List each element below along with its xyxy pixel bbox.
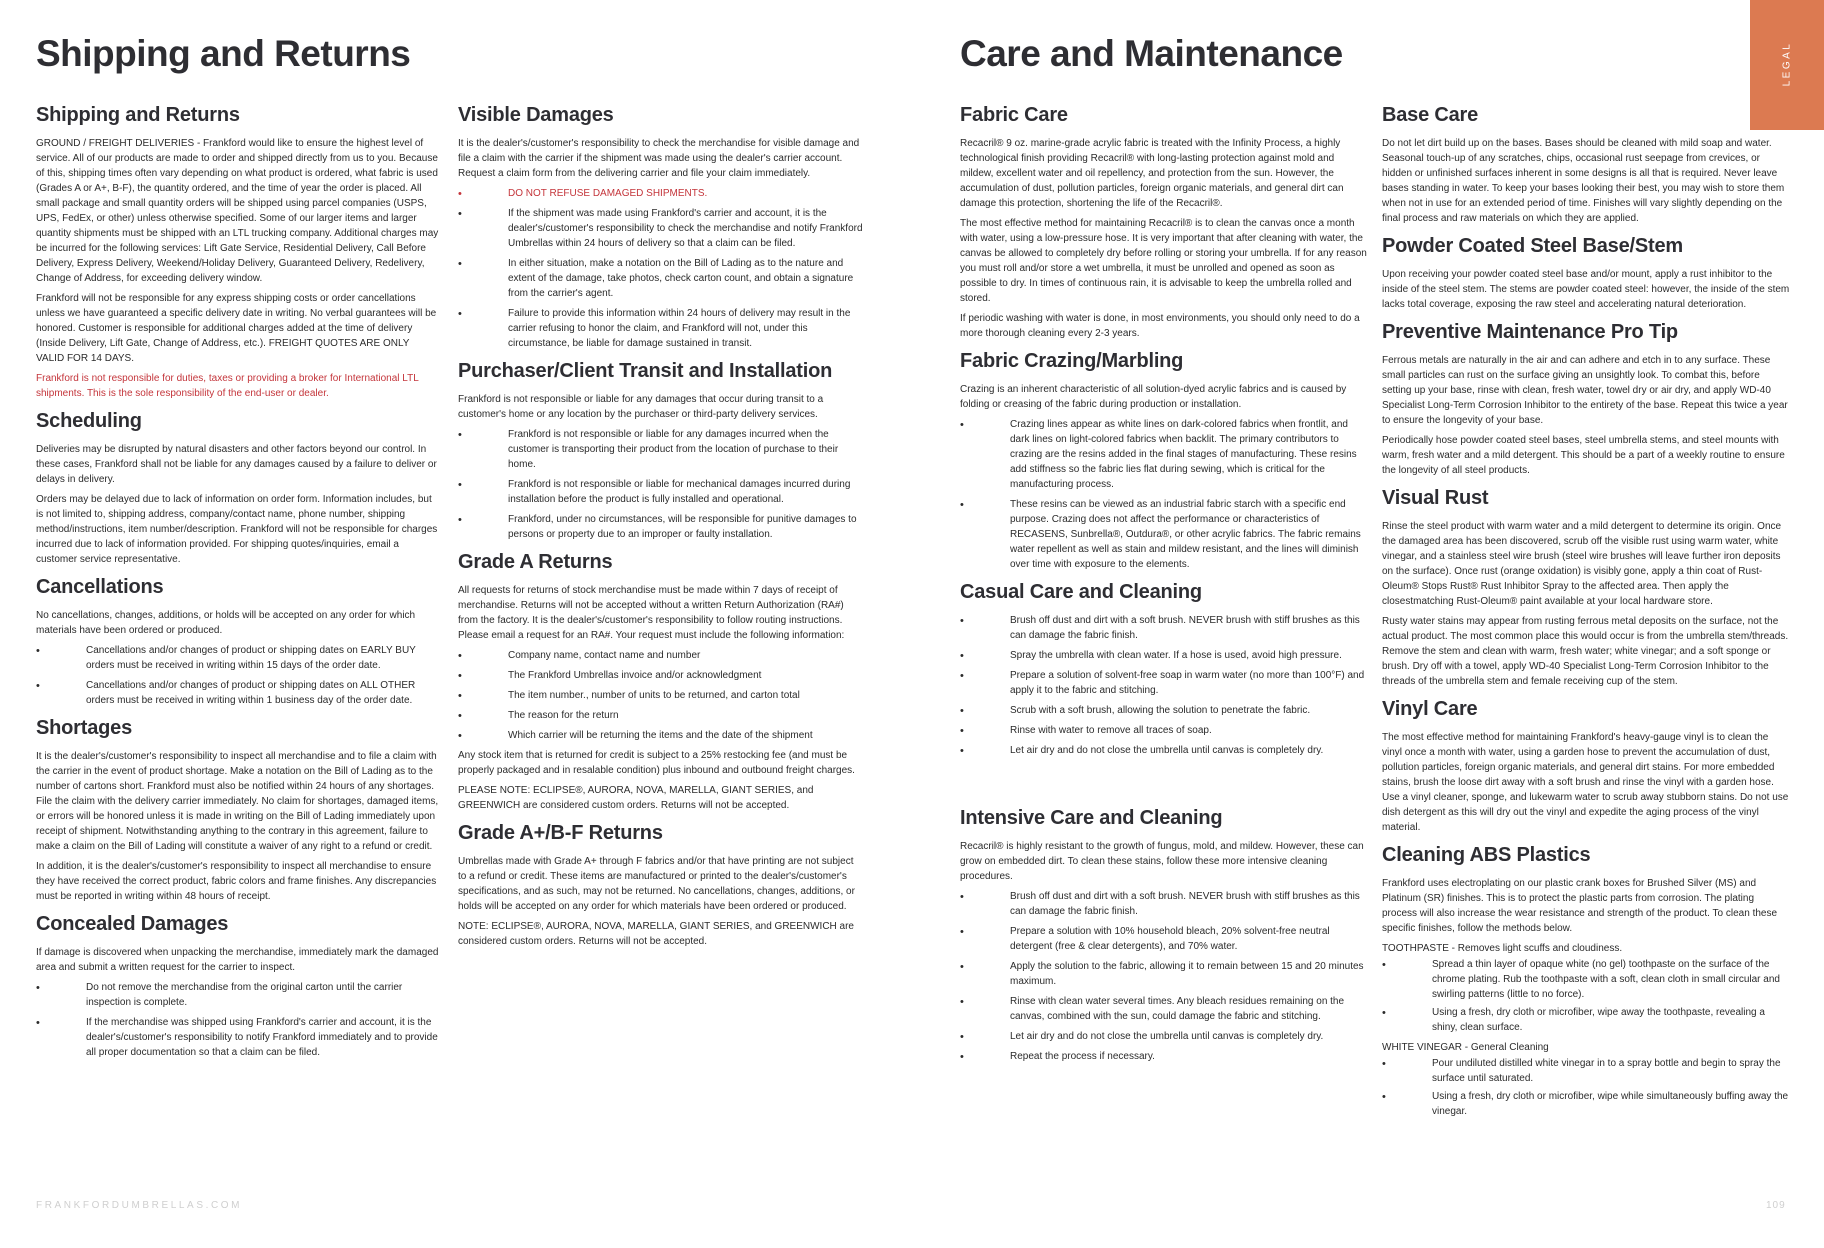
paragraph: All requests for returns of stock merchandise must be made within 7 days of receipt of merchandise. Returns will not be accepted without a written Return Authorization (RA#) from the factory. It is the dealer's/customer's responsibility to follow routing instructions. Please email a request for an RA#. Your request must include the following information: <box>458 585 845 641</box>
bullet-list <box>1382 957 1790 1035</box>
section-base-care <box>1382 104 1790 226</box>
section-heading: Powder Coated Steel Base/Stem <box>1382 235 1683 257</box>
paragraph: Deliveries may be disrupted by natural disasters and other factors beyond our control. In these cases, Frankford shall not be liable for any damages caused by a failure to deliver or delays in delivery. <box>36 444 437 485</box>
section-casual-care <box>960 581 1368 758</box>
paragraph: No cancellations, changes, additions, or holds will be accepted on any order for which materials have been ordered or produced. <box>36 610 416 636</box>
section-heading: Scheduling <box>36 410 142 432</box>
paragraph: Recacril® is highly resistant to the growth of fungus, mold, and mildew. However, these can grow on embedded dirt. To clean these stains, follow these more intensive cleaning procedures. <box>960 841 1364 882</box>
list-item: • Brush off dust and dirt with a soft brush. NEVER brush with stiff brushes as this can damage the fabric finish. <box>960 889 1368 919</box>
bullet-list <box>458 648 864 743</box>
section-intensive-care <box>960 807 1368 1064</box>
section-concealed-damages <box>36 913 439 1060</box>
section-heading: Shortages <box>36 717 133 739</box>
section-grade-bf-returns <box>458 822 864 949</box>
page-title-care-and-maintenance: Care and Maintenance <box>960 33 1343 74</box>
section-visible-damages <box>458 104 864 351</box>
list-item: • Using a fresh, dry cloth or microfiber, wipe while simultaneously buffing away the vinegar. <box>1382 1089 1790 1119</box>
paragraph: The most effective method for maintaining Frankford's heavy-gauge vinyl is to clean the vinyl once a month with water, using a garden hose to prevent the accumulation of dust, pollution particles, foreign organic materials, and general dirt stains. For more embedded stains, brush the loose dirt away with a soft brush and rinse the vinyl with a garden hose. Use a vinyl cleaner, sponge, and lukewarm water to scrub away stubborn stains. Do not use dish detergent as this will dry out the vinyl and expedite the aging process of the vinyl material. <box>1382 732 1789 833</box>
section-heading: Visible Damages <box>458 104 614 126</box>
list-item: • Cancellations and/or changes of product or shipping dates on ALL OTHER orders must be received in writing within 1 business day of the order date. <box>36 678 439 708</box>
bullet-list <box>36 980 439 1060</box>
paragraph: If damage is discovered when unpacking the merchandise, immediately mark the damaged area and submit a written request for the carrier to inspect. <box>36 947 439 973</box>
section-shortages <box>36 717 439 904</box>
list-item: • Cancellations and/or changes of product or shipping dates on EARLY BUY orders must be received in writing within 15 days of the order date. <box>36 643 439 673</box>
column-3 <box>960 104 1368 1073</box>
page-number: 109 <box>1766 1200 1786 1211</box>
bullet-list <box>960 613 1368 758</box>
section-heading: Visual Rust <box>1382 487 1489 509</box>
section-grade-a-returns <box>458 551 864 813</box>
list-item: • The item number., number of units to be returned, and carton total <box>458 688 864 703</box>
paragraph: If periodic washing with water is done, in most environments, you should only need to do a more thorough cleaning every 2-3 years. <box>960 313 1360 339</box>
paragraph: The most effective method for maintaining Recacril® is to clean the canvas once a month with water, using a low-pressure hose. It is very important that after cleaning with water, the canvas be allowed to completely dry before rolling or storing your umbrella. If for any reason you must roll and/or store a wet umbrella, it must be unrolled and opened as soon as possible to dry. In times of continuous rain, it is advisable to keep the umbrella rolled and stored. <box>960 218 1367 304</box>
section-scheduling <box>36 410 439 567</box>
column-2 <box>458 104 864 958</box>
section-heading: Fabric Care <box>960 104 1068 126</box>
section-heading: Preventive Maintenance Pro Tip <box>1382 321 1678 343</box>
section-heading: Purchaser/Client Transit and Installation <box>458 360 833 382</box>
do-not-refuse-warning: • DO NOT REFUSE DAMAGED SHIPMENTS. <box>458 186 864 201</box>
list-item: • Do not remove the merchandise from the original carton until the carrier inspection is complete. <box>36 980 439 1010</box>
paragraph: It is the dealer's/customer's responsibility to inspect all merchandise and to file a claim with the carrier in the event of product shortage. Make a notation on the Bill of Lading as to the number of cartons short. Frankford must also be notified within 24 hours of any shortages. File the claim with the delivery carrier immediately. No claim for shortages, damaged items, or errors will be honored unless it is made in writing on the Bill of Lading immediately upon receipt of shipment. Notwithstanding anything to the contrary in this agreement, failure to make a claim on the Bill of Lading will constitute a waiver of any right to a refund or credit. <box>36 751 439 852</box>
list-item: • Scrub with a soft brush, allowing the solution to penetrate the fabric. <box>960 703 1368 718</box>
paragraph: Frankford will not be responsible for any express shipping costs or order cancellations unless we have guaranteed a specific delivery date in writing. No verbal guarantees will be honored. Customer is responsible for additional charges added at the time of delivery (Inside Delivery, Lift Gate, Change of Address, etc.). FREIGHT QUOTES ARE ONLY VALID FOR 14 DAYS. <box>36 293 437 364</box>
paragraph: Do not let dirt build up on the bases. Bases should be cleaned with mild soap and water. Seasonal touch-up of any scratches, chips, occasional rust seepage from crevices, or hidden or unfinished surfaces inherent in some designs is all that is required. Never leave bases standing in water. To keep your bases looking their best, you may wish to store them when not in use for an extended period of time. Finishes will vary slightly depending on the final process and raw materials on which they are applied. <box>1382 138 1785 224</box>
bullet-list <box>36 643 439 708</box>
toothpaste-label: TOOTHPASTE - Removes light scuffs and cloudiness. <box>1382 943 1623 954</box>
list-item: • Rinse with clean water several times. Any bleach residues remaining on the canvas, combined with the sun, could damage the fabric and stitching. <box>960 994 1368 1024</box>
paragraph: Periodically hose powder coated steel bases, steel umbrella stems, and steel mounts with warm, fresh water and a mild detergent. This should be a part of a weekly routine to ensure the longevity of all steel products. <box>1382 435 1785 476</box>
bullet-list <box>458 186 864 351</box>
bullet-list <box>960 417 1368 572</box>
list-item: • Crazing lines appear as white lines on dark-colored fabrics when frontlit, and dark lines on light-colored fabrics when backlit. The primary contributors to crazing are the resins added in the final stages of manufacturing. These resins add stiffness so the fabric lies flat during sewing, which is critical for the manufacturing process. <box>960 417 1368 492</box>
section-heading: Fabric Crazing/Marbling <box>960 350 1184 372</box>
section-heading: Grade A Returns <box>458 551 613 573</box>
paragraph: GROUND / FREIGHT DELIVERIES - Frankford would like to ensure the highest level of service. All of our products are made to order and shipped directly from us to you. Because of this, shipping times often vary depending on what product is ordered, what fabric is used (Grades A or A+, B-F), the quantity ordered, and the time of year the order is placed. All small package and small quantity orders will be shipped using parcel companies (USPS, UPS, FedEx, or other) unless otherwise specified. Some of our larger items and larger quantity shipments must be shipped with an LTL trucking company. Additional charges may be incurred for the following services: Lift Gate Service, Residential Delivery, Call Before Delivery, Express Delivery, Weekend/Holiday Delivery, Guaranteed Delivery, Redelivery, Change of Address, for exceeding delivery window. <box>36 138 439 284</box>
section-fabric-crazing <box>960 350 1368 572</box>
list-item: • Using a fresh, dry cloth or microfiber, wipe away the toothpaste, revealing a shiny, clean surface. <box>1382 1005 1790 1035</box>
page-title-shipping-and-returns: Shipping and Returns <box>36 33 411 74</box>
legal-side-tab-label: LEGAL <box>1781 41 1793 87</box>
paragraph: Ferrous metals are naturally in the air and can adhere and etch in to any surface. These small particles can rust on the surface giving an unsightly look. To combat this, before setting up your base, rinse with clean, fresh water, towel dry or air dry, and apply WD-40 Specialist Long-Term Corrosion Inhibitor to the entirety of the base. Repeat this twice a year to ensure the longevity of your base. <box>1382 355 1788 426</box>
section-heading: Shipping and Returns <box>36 104 240 126</box>
list-item: • Spread a thin layer of opaque white (no gel) toothpaste on the surface of the chrome plating. Rub the toothpaste with a soft, clean cloth in small circular and swirling patterns (little to no force). <box>1382 957 1790 1002</box>
section-visual-rust <box>1382 487 1790 689</box>
bullet-list <box>458 427 864 542</box>
section-heading: Intensive Care and Cleaning <box>960 807 1223 829</box>
international-shipping-note: Frankford is not responsible for duties, taxes or providing a broker for International LTL shipments. This is the sole responsibility of the end-user or dealer. <box>36 373 419 399</box>
list-item: • The Frankford Umbrellas invoice and/or acknowledgment <box>458 668 864 683</box>
list-item: • Frankford, under no circumstances, will be responsible for punitive damages to persons or property due to an improper or faulty installation. <box>458 512 864 542</box>
list-item: • Prepare a solution of solvent-free soap in warm water (no more than 100°F) and apply it to the fabric and stitching. <box>960 668 1368 698</box>
bullet-list <box>960 889 1368 1064</box>
list-item: • Spray the umbrella with clean water. If a hose is used, avoid high pressure. <box>960 648 1368 663</box>
paragraph: Orders may be delayed due to lack of information on order form. Information includes, but is not limited to, shipping address, company/contact name, phone number, shipping method/instructions, item number/description. Frankford will not be responsible for charges incurred due to lack of information provided. For shipping quotes/inquiries, email a customer service representative. <box>36 494 438 565</box>
white-vinegar-label: WHITE VINEGAR - General Cleaning <box>1382 1042 1549 1053</box>
paragraph: PLEASE NOTE: ECLIPSE®, AURORA, NOVA, MARELLA, GIANT SERIES, and GREENWICH are considered custom orders. Returns will not be accepted. <box>458 785 814 811</box>
paragraph: Rusty water stains may appear from rusting ferrous metal deposits on the surface, not the actual product. The most common place this would occur is from the umbrella stem/threads. Remove the stem and clean with warm, fresh water; white vinegar; and a soft sponge or brush. Dry off with a towel, apply WD-40 Specialist Long-Term Corrosion Inhibitor to the threads of the umbrella stem and female receiving cup of the stem. <box>1382 616 1789 687</box>
section-heading: Concealed Damages <box>36 913 229 935</box>
list-item: • The reason for the return <box>458 708 864 723</box>
paragraph: In addition, it is the dealer's/customer's responsibility to inspect all merchandise to ensure they have received the correct product, fabric colors and frame finishes. Any discrepancies must be reported in writing within 48 hours of receipt. <box>36 861 437 902</box>
paragraph: Crazing is an inherent characteristic of all solution-dyed acrylic fabrics and is caused by folding or creasing of the fabric during production or installation. <box>960 384 1347 410</box>
section-transit-installation <box>458 360 864 542</box>
list-item: • If the shipment was made using Frankford's carrier and account, it is the dealer's/customer's responsibility to check the merchandise and notify Frankford Umbrellas within 24 hours of delivery so that a claim can be filed. <box>458 206 864 251</box>
list-item: • Prepare a solution with 10% household bleach, 20% solvent-free neutral detergent (free & clear detergents), and 70% water. <box>960 924 1368 954</box>
section-powder-coated-steel <box>1382 235 1790 312</box>
section-vinyl-care <box>1382 698 1790 835</box>
column-4 <box>1382 104 1790 1128</box>
footer-website-url: FRANKFORDUMBRELLAS.COM <box>36 1200 243 1211</box>
section-cleaning-abs-plastics <box>1382 844 1790 1119</box>
list-item: • Failure to provide this information within 24 hours of delivery may result in the carrier refusing to honor the claim, and Frankford will not, under this circumstance, be liable for damage sustained in transit. <box>458 306 864 351</box>
paragraph: Umbrellas made with Grade A+ through F fabrics and/or that have printing are not subject to a refund or credit. These items are manufactured or printed to the dealer's/customer's specifications, and as such, may not be returned. No cancellations, changes, additions, or holds will be accepted on any order for which materials have been ordered or produced. <box>458 856 855 912</box>
section-cancellations <box>36 576 439 708</box>
list-item: • If the merchandise was shipped using Frankford's carrier and account, it is the dealer's/customer's responsibility to notify Frankford immediately and to provide all proper documentation so that a claim can be filed. <box>36 1015 439 1060</box>
list-item: • Frankford is not responsible or liable for mechanical damages incurred during installation before the product is fully installed and operational. <box>458 477 864 507</box>
list-item: • Let air dry and do not close the umbrella until canvas is completely dry. <box>960 1029 1368 1044</box>
section-heading: Cleaning ABS Plastics <box>1382 844 1591 866</box>
section-heading: Vinyl Care <box>1382 698 1478 720</box>
section-heading: Cancellations <box>36 576 164 598</box>
paragraph: Recacril® 9 oz. marine-grade acrylic fabric is treated with the Infinity Process, a highly technological finish providing Recacril® with long-lasting protection against mold and mildew, excellent water and oil repellency, and protection from the sun. However, the accumulation of dust, pollution particles, foreign organic materials, and general dirt can damage this protection, shortening the life of the Recacril®. <box>960 138 1344 209</box>
paragraph: Any stock item that is returned for credit is subject to a 25% restocking fee (and must be properly packaged and in resalable condition) plus inbound and outbound freight charges. <box>458 750 855 776</box>
list-item: • Brush off dust and dirt with a soft brush. NEVER brush with stiff brushes as this can damage the fabric finish. <box>960 613 1368 643</box>
list-item: • Let air dry and do not close the umbrella until canvas is completely dry. <box>960 743 1368 758</box>
section-heading: Grade A+/B-F Returns <box>458 822 663 844</box>
list-item: • These resins can be viewed as an industrial fabric starch with a specific end purpose. Crazing does not affect the performance or characteristics of RECASENS, Sunbrella®, Outdura®, or other acrylic fabrics. The fabric remains water repellent as well as stain and mildew resistant, and the lines will diminish over time with exposure to the elements. <box>960 497 1368 572</box>
paragraph: Frankford is not responsible or liable for any damages that occur during transit to a customer's home or any location by the purchaser or third-party delivery services. <box>458 394 824 420</box>
paragraph: Frankford uses electroplating on our plastic crank boxes for Brushed Silver (MS) and Platinum (SR) finishes. This is to protect the plastic parts from corrosion. The plating process will also increase the wear resistance and strength of the product. To clean these specific finishes, follow the methods below. <box>1382 878 1778 934</box>
list-item: • Which carrier will be returning the items and the date of the shipment <box>458 728 864 743</box>
list-item: • Frankford is not responsible or liable for any damages incurred when the customer is transporting their product from the location of purchase to their home. <box>458 427 864 472</box>
paragraph: Upon receiving your powder coated steel base and/or mount, apply a rust inhibitor to the inside of the steel stem. The stems are powder coated steel: however, the inside of the stem lacks total coverage, exposing the raw steel and accelerating natural deterioration. <box>1382 269 1790 310</box>
section-shipping-and-returns <box>36 104 439 401</box>
bullet-list <box>1382 1056 1790 1119</box>
list-item: • Repeat the process if necessary. <box>960 1049 1368 1064</box>
section-heading: Casual Care and Cleaning <box>960 581 1202 603</box>
column-1 <box>36 104 439 1069</box>
list-item: • Company name, contact name and number <box>458 648 864 663</box>
section-spacer <box>960 767 1368 807</box>
list-item: • Pour undiluted distilled white vinegar in to a spray bottle and begin to spray the surface until saturated. <box>1382 1056 1790 1086</box>
paragraph: Rinse the steel product with warm water and a mild detergent to determine its origin. Once the damaged area has been discovered, scrub off the visible rust using warm water, white vinegar, and a stainless steel wire brush (steel wire brushes will leave further iron deposits on the surface). Once rust (orange oxidation) is visibly gone, apply a thin coat of Rust-Oleum® Stops Rust® Rust Inhibitor Spray to the affected area. Then apply the closestmatching Rust-Oleum® paint available at your local hardware store. <box>1382 521 1782 607</box>
list-item: • In either situation, make a notation on the Bill of Lading as to the nature and extent of the damage, take photos, check carton count, and obtain a signature from the carrier's agent. <box>458 256 864 301</box>
section-fabric-care <box>960 104 1368 341</box>
paragraph: NOTE: ECLIPSE®, AURORA, NOVA, MARELLA, GIANT SERIES, and GREENWICH are considered custom orders. Returns will not be accepted. <box>458 921 854 947</box>
list-item: • Apply the solution to the fabric, allowing it to remain between 15 and 20 minutes maximum. <box>960 959 1368 989</box>
list-item: • Rinse with water to remove all traces of soap. <box>960 723 1368 738</box>
section-preventive-maintenance <box>1382 321 1790 478</box>
paragraph: It is the dealer's/customer's responsibility to check the merchandise for visible damage and file a claim with the carrier if the shipment was made using the dealer's carrier account. Request a claim form from the delivering carrier and file your claim immediately. <box>458 138 860 179</box>
section-heading: Base Care <box>1382 104 1479 126</box>
